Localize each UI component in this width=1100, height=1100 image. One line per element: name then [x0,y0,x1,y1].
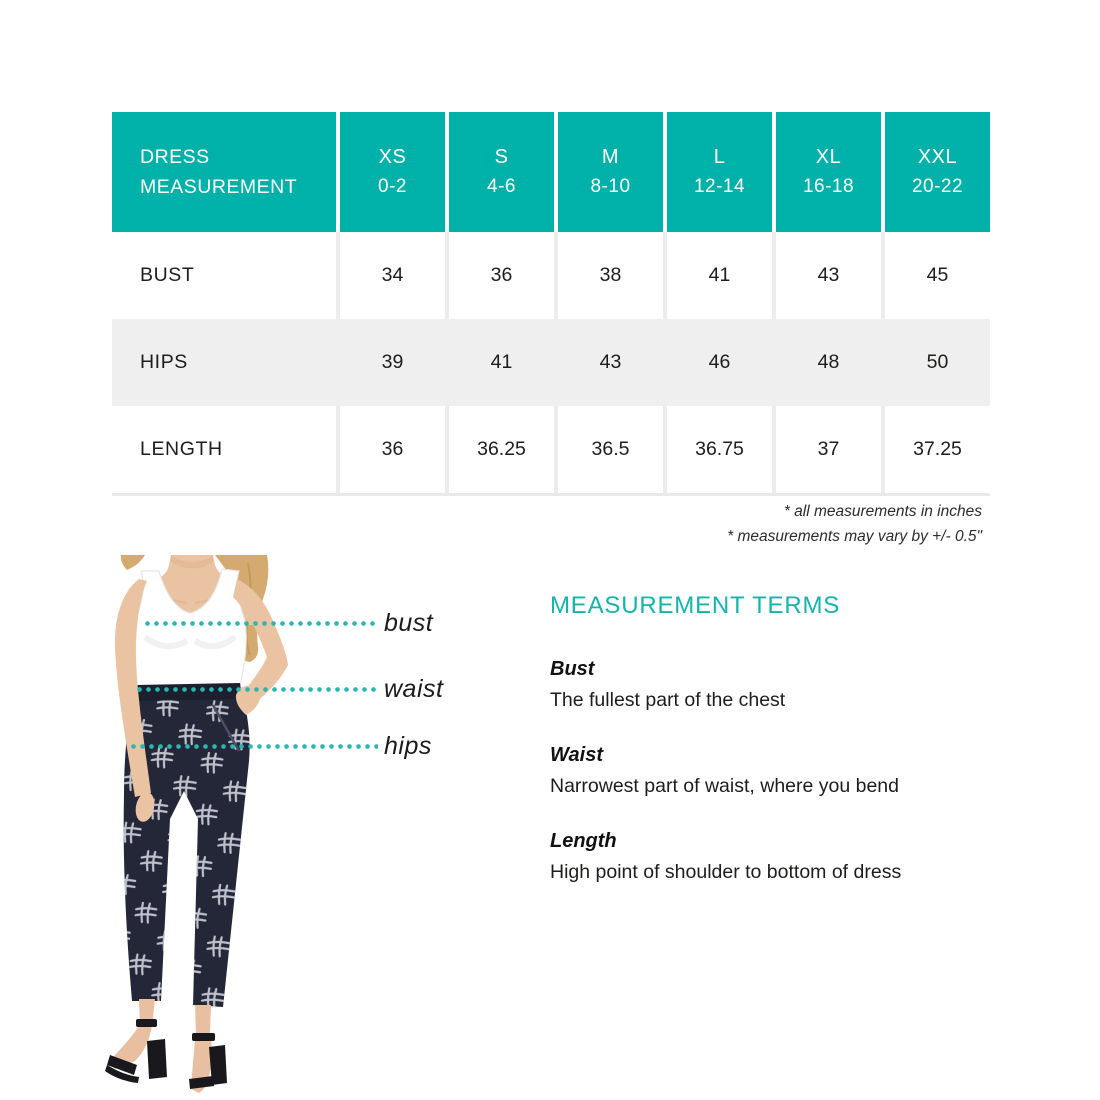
model-photo [95,555,345,1100]
footnotes [727,499,982,549]
size-label: M [601,146,620,168]
value-cell: 48 [772,319,881,406]
row-label: HIPS [112,319,336,406]
term-name: Length [550,830,617,852]
value-cell: 36.5 [554,406,663,493]
waist-line-label: waist [384,675,444,703]
size-range: 4-6 [487,176,516,197]
value-cell: 36.25 [445,406,554,493]
hair-wisp [121,555,145,570]
size-label: L [713,146,726,168]
bust-line-label: bust [384,609,434,637]
size-column-header-xs [336,112,445,232]
value-cell: 39 [336,319,445,406]
table-row-hips [112,319,990,406]
size-range: 20-22 [911,176,964,197]
size-range: 12-14 [693,176,746,197]
size-column-header-m [554,112,663,232]
value-cell: 41 [663,232,772,319]
waist-dotted-line [137,687,378,692]
table-row-bust [112,232,990,319]
term-length [550,830,1030,884]
value-cell: 45 [881,232,990,319]
corner-header-cell: DRESS MEASUREMENT [112,112,336,232]
term-name: Waist [550,744,603,766]
value-cell: 43 [554,319,663,406]
waistband [134,683,242,701]
hips-dotted-line [131,744,378,749]
term-definition: Narrowest part of waist, where you bend [550,775,900,797]
term-waist [550,744,1030,798]
table-row-length [112,406,990,493]
size-range: 16-18 [802,176,855,197]
size-chart-header-row [112,112,990,232]
row-label: LENGTH [112,406,336,493]
term-definition: The fullest part of the chest [550,689,786,711]
right-ankle [195,1005,211,1033]
terms-heading: MEASUREMENT TERMS [550,592,841,619]
footnote-variance: * measurements may vary by +/- 0.5" [727,528,982,545]
term-name: Bust [550,658,595,680]
value-cell: 46 [663,319,772,406]
size-label: XL [815,146,842,168]
bust-dotted-line [145,621,378,626]
value-cell: 37.25 [881,406,990,493]
size-range: 8-10 [590,176,631,197]
value-cell: 36.75 [663,406,772,493]
term-bust [550,658,1030,712]
size-label: S [494,146,509,168]
size-column-header-l [663,112,772,232]
hips-line-label: hips [384,732,432,760]
size-chart-table [112,112,990,493]
size-column-header-xxl [881,112,990,232]
footnote-inches: * all measurements in inches [783,503,982,520]
size-label: XXL [917,146,958,168]
value-cell: 41 [445,319,554,406]
size-label: XS [378,146,407,168]
size-chart [112,112,990,496]
size-column-header-s [445,112,554,232]
value-cell: 37 [772,406,881,493]
value-cell: 38 [554,232,663,319]
value-cell: 50 [881,319,990,406]
value-cell: 36 [336,406,445,493]
measurement-terms-section [550,592,1030,884]
value-cell: 43 [772,232,881,319]
size-column-header-xl [772,112,881,232]
value-cell: 36 [445,232,554,319]
size-range: 0-2 [378,176,407,197]
term-definition: High point of shoulder to bottom of dress [550,861,902,883]
value-cell: 34 [336,232,445,319]
row-label: BUST [112,232,336,319]
